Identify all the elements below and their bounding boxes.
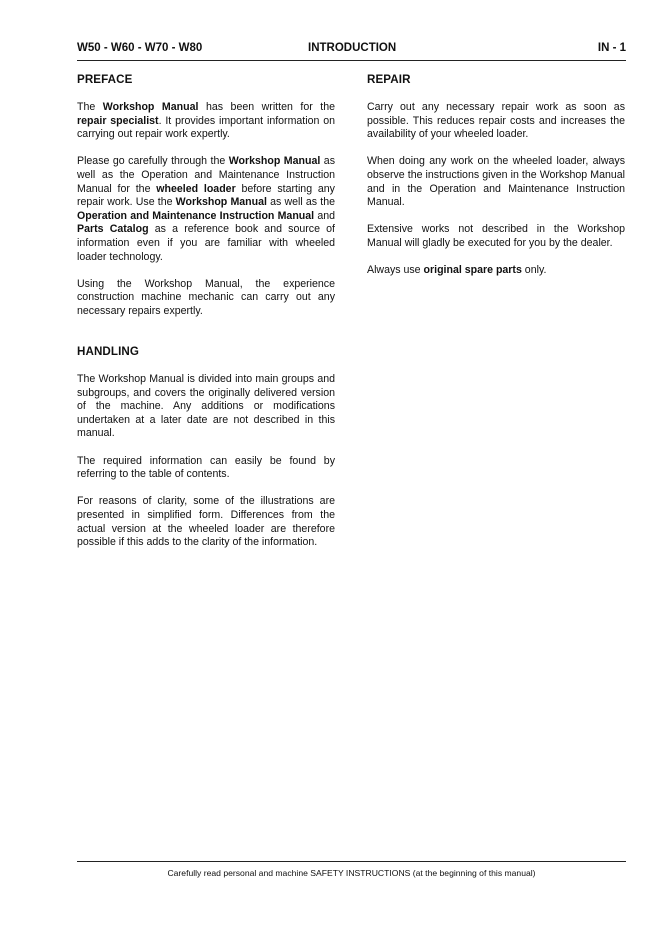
repair-paragraph-2: When doing any work on the wheeled loader, always observe the instructions given in the Workshop Manual and in the Operation and Maintenance Instruction Manual. <box>367 155 625 209</box>
handling-heading: HANDLING <box>77 345 139 359</box>
text-run-bold: Workshop Manual <box>228 155 321 168</box>
page-header <box>77 42 626 60</box>
repair-paragraph-1: Carry out any necessary repair work as soon as possible. This reduces repair costs and increases the availability of your wheeled loader. <box>367 101 625 141</box>
handling-paragraph-3: For reasons of clarity, some of the illustrations are presented in simplified form. Differences from the actual version at the wheeled loader are therefore possible if this adds to the clarity of the information. <box>77 495 335 549</box>
repair-paragraph-3: Extensive works not described in the Workshop Manual will gladly be executed for you by the dealer. <box>367 223 625 249</box>
footer-safety-note: Carefully read personal and machine SAFETY INSTRUCTIONS (at the beginning of this manual) <box>167 868 536 878</box>
text-run: before starting any repair work. Use the <box>77 182 335 209</box>
preface-paragraph-2 <box>77 155 335 264</box>
right-column <box>367 73 625 291</box>
handling-paragraph-1: The Workshop Manual is divided into main groups and subgroups, and covers the originally delivered version of the machine. Any additions or modifications undertaken at a later date are not described in this manual. <box>77 373 335 440</box>
text-run: Please go carefully through the <box>77 155 229 168</box>
left-column <box>77 73 335 563</box>
text-run: as well as the Operation and Maintenance Instruction Manual for the <box>77 155 335 195</box>
preface-heading: PREFACE <box>77 73 133 86</box>
section-spacer <box>77 332 335 345</box>
text-run: as well as the <box>266 196 336 209</box>
preface-paragraph-3: Using the Workshop Manual, the experience construction machine mechanic can carry out any necessary repairs expertly. <box>77 277 335 317</box>
text-run-bold: original spare parts <box>423 264 522 277</box>
footer-rule <box>77 861 626 862</box>
text-run: only. <box>521 264 547 277</box>
text-run: . It provides important information on carrying out repair work expertly. <box>77 114 335 141</box>
header-page-number: IN - 1 <box>597 42 626 54</box>
text-run: and <box>314 209 335 222</box>
text-run-bold: Workshop Manual <box>175 196 267 209</box>
header-models: W50 - W60 - W70 - W80 <box>77 42 203 54</box>
text-run-bold: wheeled loader <box>156 182 236 195</box>
text-run: has been written for the <box>198 101 336 113</box>
repair-heading: REPAIR <box>367 73 411 86</box>
text-run: as a reference book and source of information even if you are familiar with wheeled loader technology. <box>77 223 336 263</box>
header-section-title: INTRODUCTION <box>308 42 397 54</box>
header-rule <box>77 60 626 61</box>
preface-paragraph-1 <box>77 101 335 142</box>
text-run: The <box>77 101 103 113</box>
text-run-bold: Operation and Maintenance Instruction Manual <box>77 209 315 222</box>
text-run-bold: repair specialist <box>77 114 159 127</box>
repair-paragraph-4 <box>367 264 625 278</box>
text-run: Always use <box>367 264 424 277</box>
text-run-bold: Parts Catalog <box>77 223 149 236</box>
text-run-bold: Workshop Manual <box>102 101 199 113</box>
handling-paragraph-2: The required information can easily be found by referring to the table of contents. <box>77 454 335 481</box>
